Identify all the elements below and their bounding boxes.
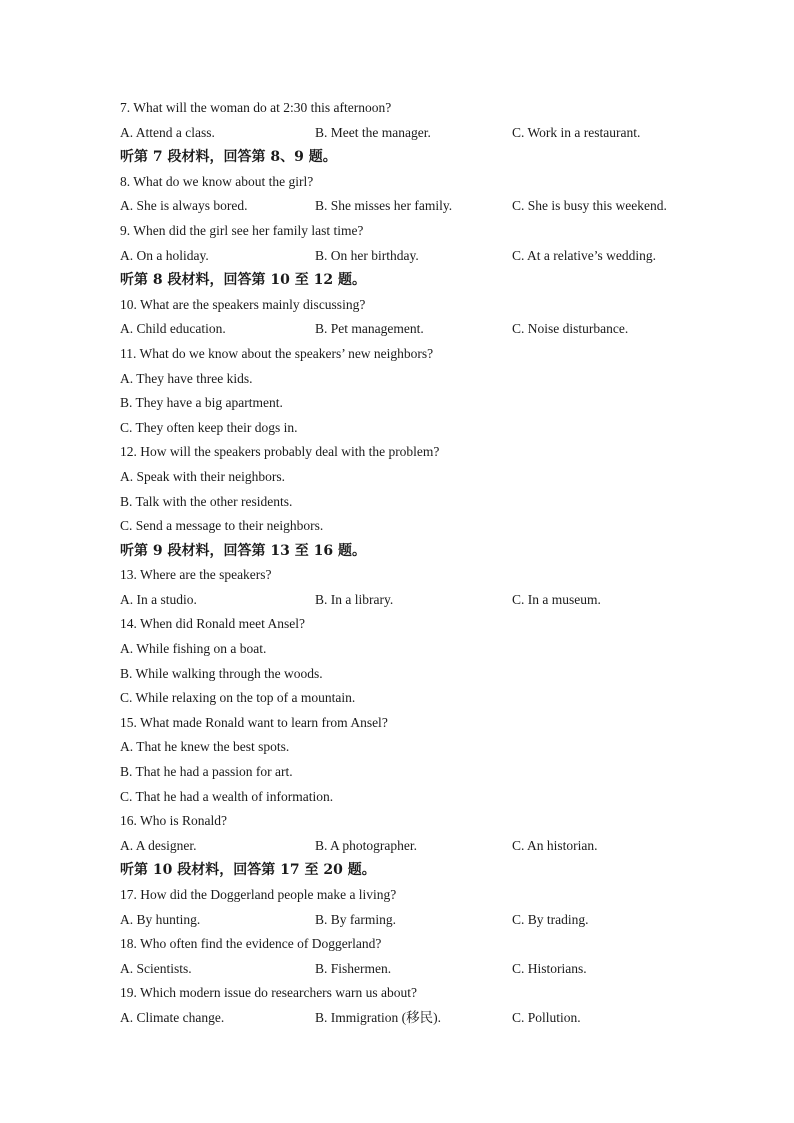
option-a: A. In a studio. — [120, 591, 197, 607]
option-c: C. Work in a restaurant. — [512, 124, 641, 140]
question-line: 10. What are the speakers mainly discussing? — [120, 296, 366, 312]
option-a: A. A designer. — [120, 837, 197, 853]
question-line: C. That he had a wealth of information. — [120, 788, 334, 804]
answer-options-row — [120, 834, 720, 859]
question-line: B. Talk with the other residents. — [120, 493, 293, 509]
question-line: A. While fishing on a boat. — [120, 641, 267, 657]
option-a: A. By hunting. — [120, 911, 201, 927]
question-line: B. While walking through the woods. — [120, 665, 323, 681]
option-b: B. She misses her family. — [315, 198, 453, 214]
question-line: 14. When did Ronald meet Ansel? — [120, 616, 305, 632]
question-line: 7. What will the woman do at 2:30 this afternoon? — [120, 100, 392, 115]
question-line: 19. Which modern issue do researchers warn us about? — [120, 985, 418, 1001]
option-c: C. Pollution. — [512, 1009, 581, 1025]
option-b: B. A photographer. — [315, 837, 417, 853]
option-b: B. On her birthday. — [315, 247, 419, 263]
section-heading: 听第 7 段材料，回答第 8、9 题。 — [120, 149, 337, 166]
question-line: 18. Who often find the evidence of Doggerland? — [120, 936, 382, 952]
question-line: 9. When did the girl see her family last time? — [120, 222, 364, 238]
option-c: C. Noise disturbance. — [512, 321, 629, 337]
answer-options-row — [120, 1006, 720, 1031]
question-line: 11. What do we know about the speakers’ new neighbors? — [120, 345, 434, 361]
option-a: A. Climate change. — [120, 1009, 225, 1025]
answer-options-row — [120, 244, 720, 269]
option-a: A. On a holiday. — [120, 247, 209, 263]
question-line: 13. Where are the speakers? — [120, 567, 272, 583]
option-b: B. Meet the manager. — [315, 124, 431, 140]
answer-options-row — [120, 588, 720, 613]
option-b: B. In a library. — [315, 591, 394, 607]
answer-options-row — [120, 908, 720, 933]
answer-options-row — [120, 121, 720, 146]
option-c: C. An historian. — [512, 837, 598, 853]
answer-options-row — [120, 317, 720, 342]
option-a: A. Child education. — [120, 321, 226, 337]
question-line: 16. Who is Ronald? — [120, 813, 227, 829]
answer-options-row — [120, 957, 720, 982]
option-c: C. At a relative’s wedding. — [512, 247, 656, 263]
section-heading: 听第 10 段材料，回答第 17 至 20 题。 — [120, 862, 376, 879]
option-c: C. In a museum. — [512, 591, 601, 607]
question-line: 17. How did the Doggerland people make a living? — [120, 887, 397, 902]
exam-page — [120, 96, 720, 1031]
option-a: A. Attend a class. — [120, 124, 215, 140]
answer-options-row — [120, 194, 720, 219]
question-line: C. While relaxing on the top of a mountain. — [120, 690, 356, 706]
question-line: B. They have a big apartment. — [120, 395, 283, 411]
option-b: B. By farming. — [315, 911, 396, 927]
question-line: A. Speak with their neighbors. — [120, 468, 285, 484]
section-heading: 听第 9 段材料，回答第 13 至 16 题。 — [120, 542, 366, 559]
option-b: B. Immigration (移民). — [315, 1009, 441, 1025]
option-c: C. She is busy this weekend. — [512, 198, 667, 214]
question-line: A. That he knew the best spots. — [120, 739, 290, 755]
question-line: 12. How will the speakers probably deal with the problem? — [120, 444, 440, 460]
option-a: A. Scientists. — [120, 960, 192, 976]
question-line: A. They have three kids. — [120, 370, 253, 386]
option-c: C. By trading. — [512, 911, 589, 927]
question-line: 15. What made Ronald want to learn from Ansel? — [120, 714, 388, 730]
option-b: B. Pet management. — [315, 321, 424, 337]
section-heading: 听第 8 段材料，回答第 10 至 12 题。 — [120, 272, 366, 289]
question-line: 8. What do we know about the girl? — [120, 173, 314, 189]
option-c: C. Historians. — [512, 960, 587, 976]
option-a: A. She is always bored. — [120, 198, 248, 214]
question-line: B. That he had a passion for art. — [120, 764, 293, 780]
option-b: B. Fishermen. — [315, 960, 392, 976]
question-line: C. They often keep their dogs in. — [120, 419, 298, 435]
question-line: C. Send a message to their neighbors. — [120, 518, 324, 534]
